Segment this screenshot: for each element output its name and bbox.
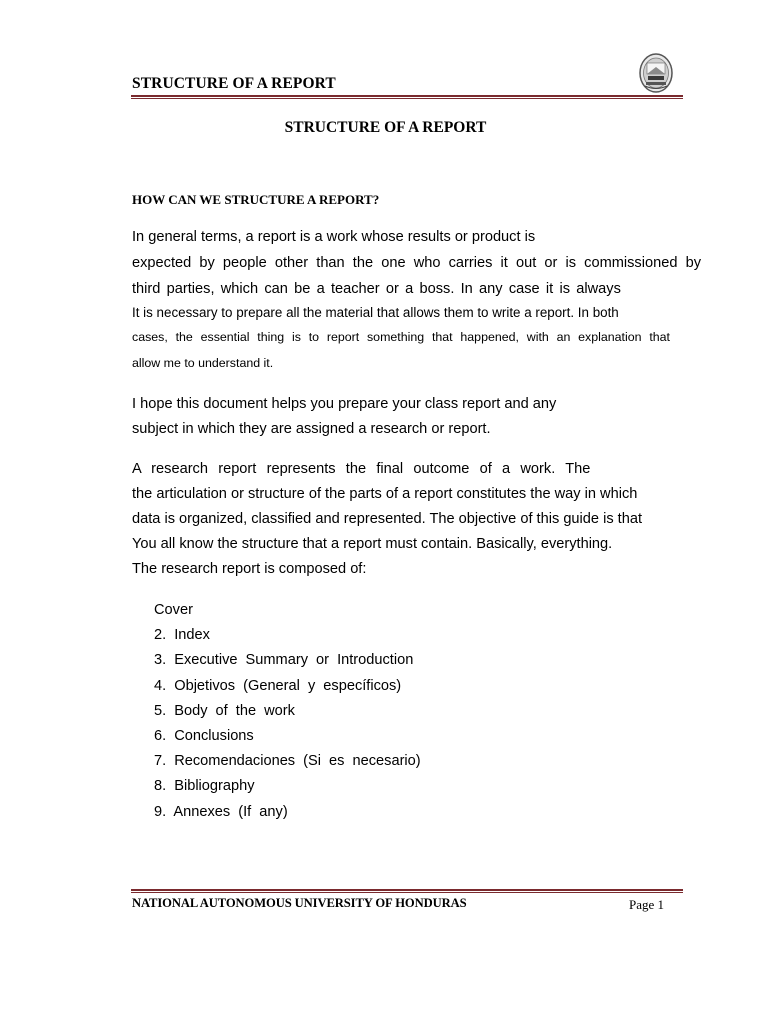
- header-rule: [131, 95, 683, 99]
- paragraph-line: You all know the structure that a report must contain. Basically, everything.: [132, 536, 613, 552]
- paragraph-line: In general terms, a report is a work whose results or product is: [132, 229, 536, 245]
- paragraph-line: The research report is composed of:: [132, 561, 367, 577]
- document-title: STRUCTURE OF A REPORT: [284, 119, 487, 136]
- paragraph-line: cases, the essential thing is to report something that happened, with an explanation that: [132, 330, 670, 344]
- list-item: 2. Index: [154, 627, 210, 644]
- paragraph-line: the articulation or structure of the parts of a report constitutes the way in which: [132, 486, 638, 502]
- list-item: Cover: [154, 602, 193, 618]
- paragraph-line: data is organized, classified and represented. The objective of this guide is that: [132, 511, 643, 527]
- list-item: 3. Executive Summary or Introduction: [154, 652, 414, 669]
- paragraph-line: It is necessary to prepare all the material that allows them to write a report. In both: [132, 305, 619, 320]
- list-item: 7. Recomendaciones (Si es necesario): [154, 753, 421, 770]
- list-item: 6. Conclusions: [154, 727, 254, 744]
- list-item: 9. Annexes (If any): [154, 803, 288, 820]
- running-header-title: STRUCTURE OF A REPORT: [132, 75, 336, 92]
- paragraph-line: subject in which they are assigned a research or report.: [132, 421, 491, 437]
- paragraph-line: I hope this document helps you prepare your class report and any: [132, 396, 557, 412]
- paragraph-line: A research report represents the final outcome of a work. The: [132, 461, 591, 477]
- paragraph-line: expected by people other than the one who carries it out or is commissioned by: [132, 255, 701, 271]
- paragraph-line: allow me to understand it.: [132, 356, 274, 370]
- page-number: Page 1: [629, 897, 665, 912]
- list-item: 5. Body of the work: [154, 702, 295, 719]
- paragraph-line: third parties, which can be a teacher or a boss. In any case it is always: [132, 281, 621, 297]
- university-seal-icon: [639, 53, 673, 93]
- footer-rule: [131, 889, 683, 893]
- report-parts-list: [154, 600, 421, 827]
- list-item: 4. Objetivos (General y específicos): [154, 677, 402, 694]
- list-item: 8. Bibliography: [154, 778, 255, 795]
- section-question: HOW CAN WE STRUCTURE A REPORT?: [132, 192, 380, 207]
- footer-university: NATIONAL AUTONOMOUS UNIVERSITY OF HONDURAS: [132, 896, 467, 910]
